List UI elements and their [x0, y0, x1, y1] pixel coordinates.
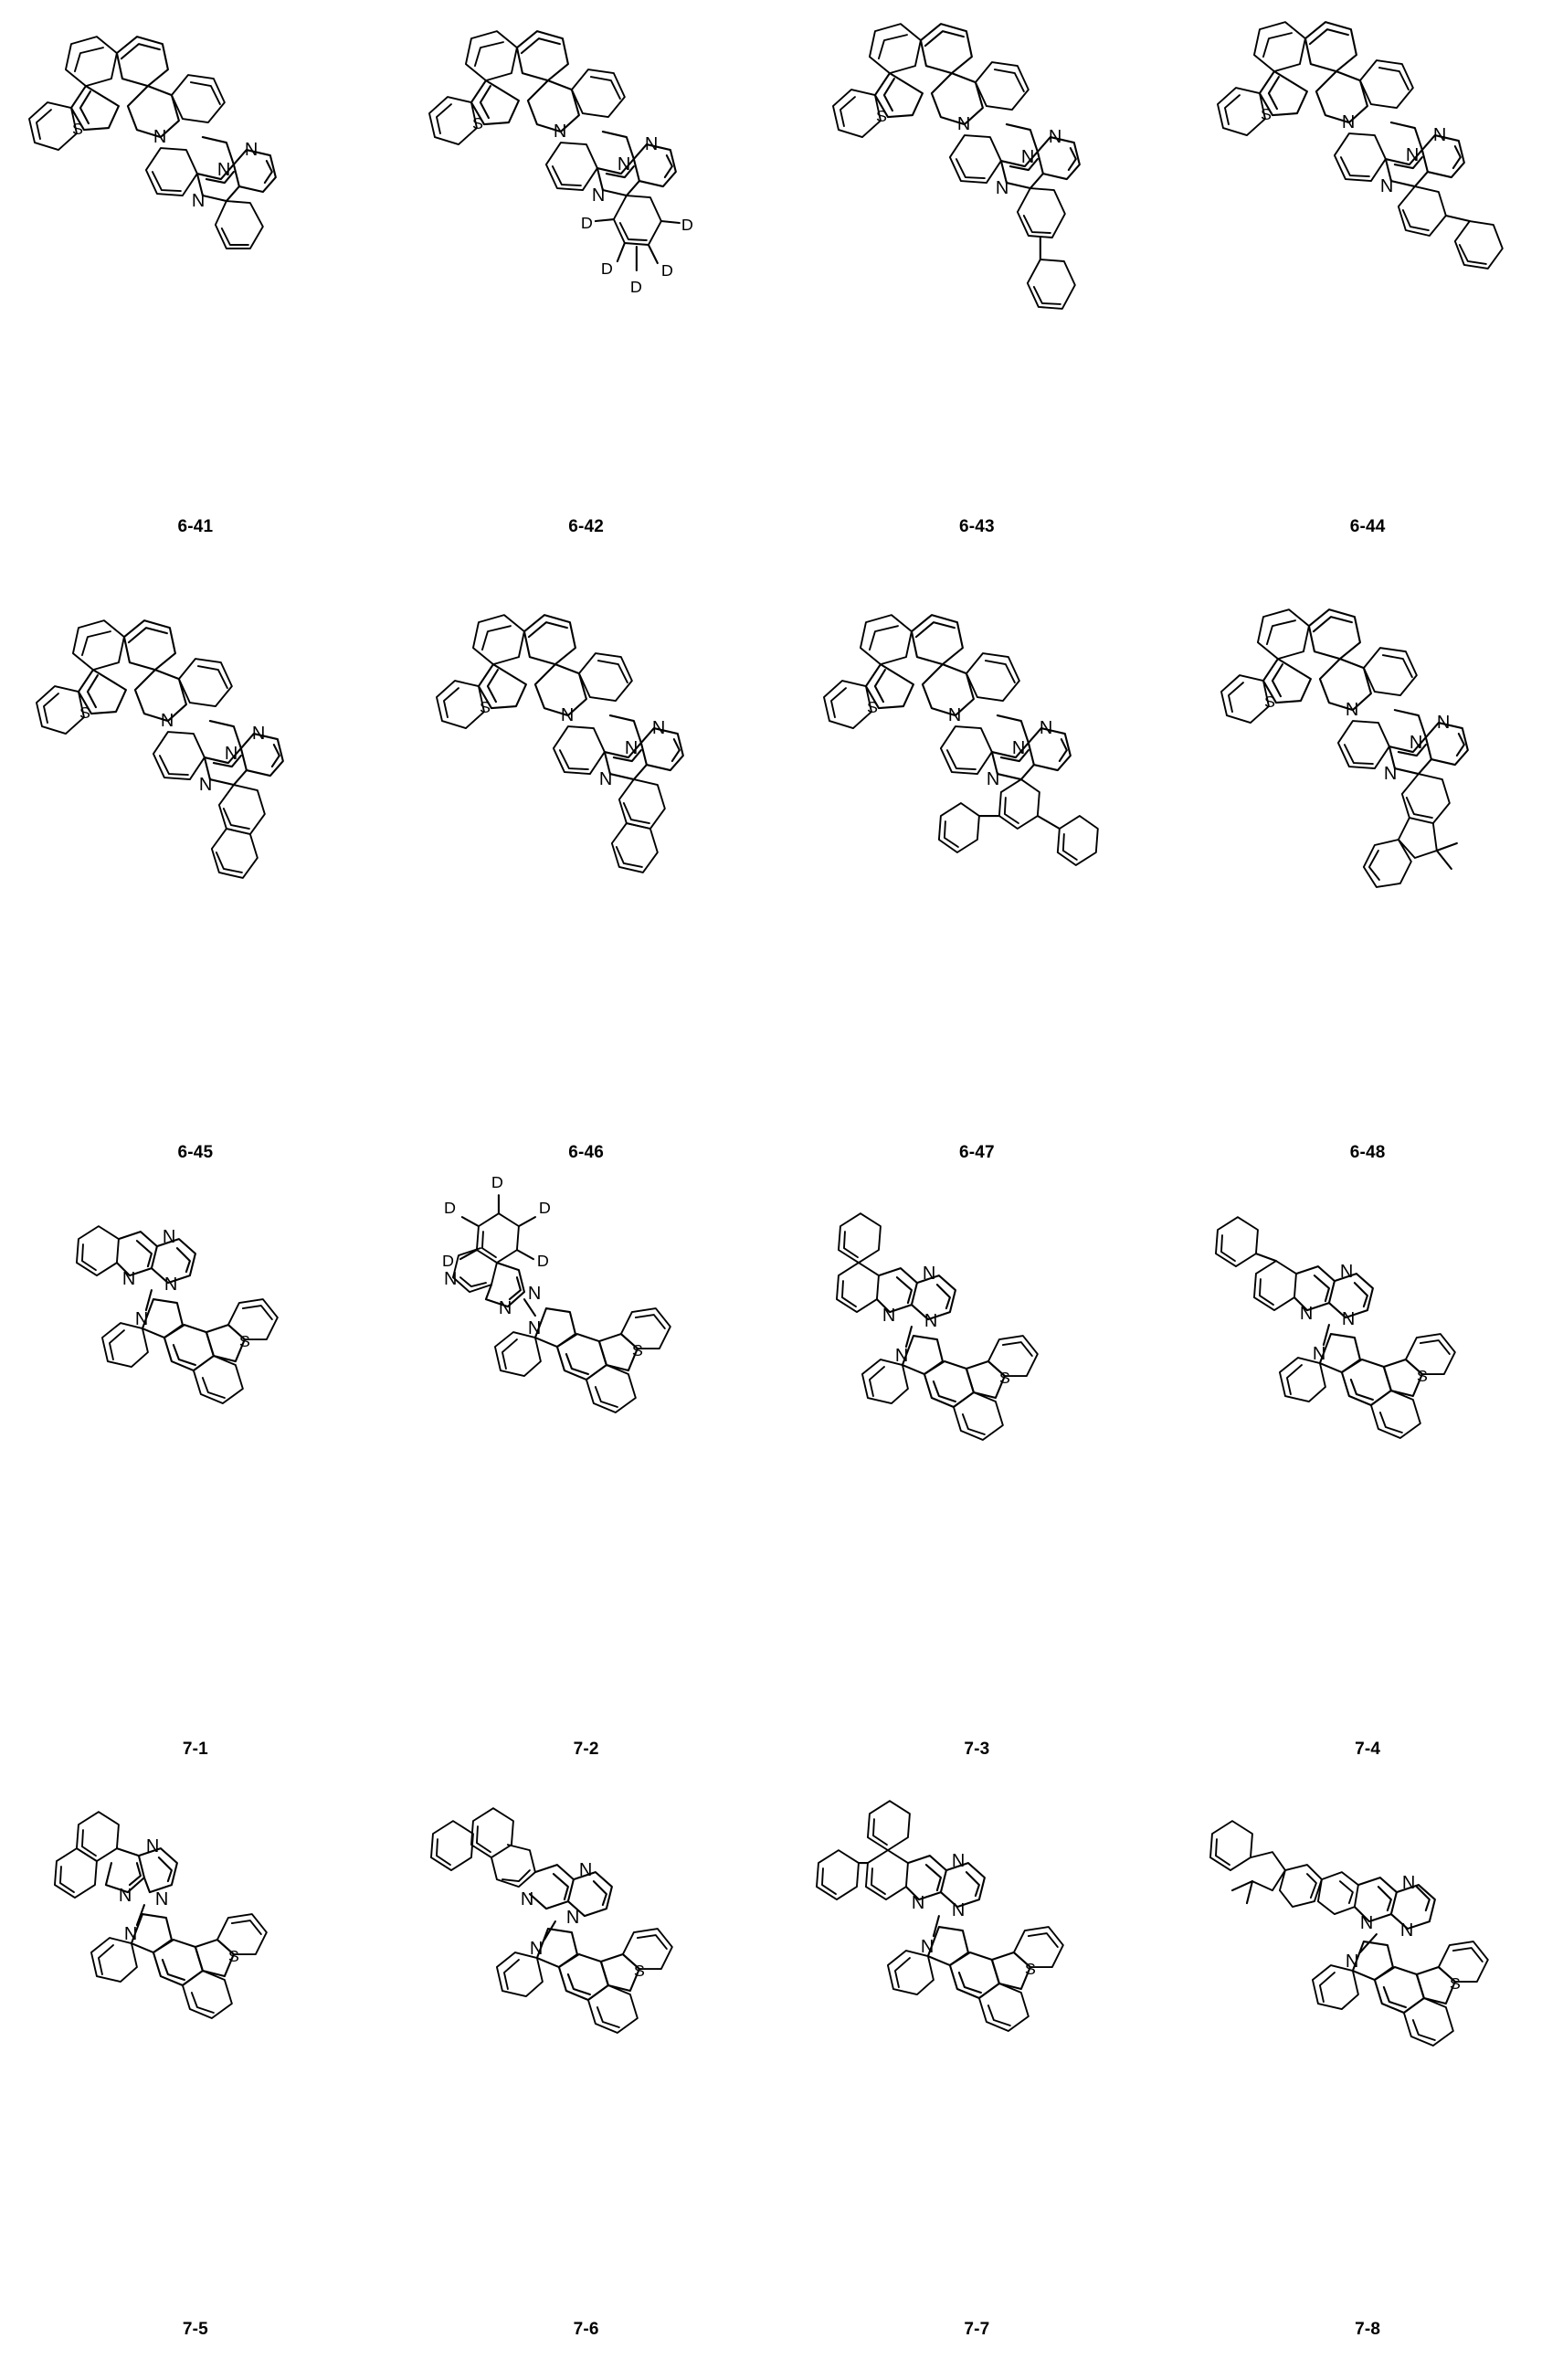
atom-label-S: S — [1024, 1960, 1036, 1979]
atom-label-N: N — [924, 1311, 937, 1332]
atom-label-N: N — [529, 1939, 544, 1960]
atom-label-N: N — [1048, 127, 1061, 148]
atom-label-S: S — [633, 1962, 645, 1981]
structure-drawing-7-6 — [391, 1784, 782, 2282]
atom-label-N: N — [134, 1309, 149, 1330]
structure-cell-7-5 — [0, 1784, 391, 2379]
atom-label-N: N — [1406, 145, 1420, 166]
atom-label-N: N — [1346, 1952, 1359, 1973]
atom-label-N: N — [651, 718, 666, 739]
atom-label-N: N — [191, 191, 206, 212]
structure-cell-7-1 — [0, 1190, 391, 1784]
atom-label-S: S — [866, 698, 878, 717]
structure-drawing-6-46 — [391, 595, 782, 1093]
atom-label-N: N — [644, 134, 659, 155]
atom-label-N: N — [956, 114, 970, 135]
atom-label-N: N — [882, 1306, 895, 1327]
atom-label-N: N — [1020, 147, 1034, 168]
structure-caption: 7-7 — [964, 2320, 990, 2339]
atom-label-N: N — [1360, 1913, 1374, 1934]
structure-caption: 7-3 — [964, 1740, 990, 1759]
atom-label-N: N — [216, 160, 231, 181]
structure-cell-6-44 — [1172, 0, 1563, 595]
atom-label-S: S — [238, 1332, 250, 1351]
structure-drawing-7-5 — [0, 1784, 391, 2282]
atom-label-N: N — [553, 122, 567, 143]
structure-cell-6-45 — [0, 595, 391, 1190]
atom-label-N: N — [578, 1860, 593, 1881]
structure-cell-7-2 — [391, 1173, 782, 1784]
structure-cell-6-42 — [391, 0, 782, 595]
atom-label-N: N — [1313, 1344, 1326, 1365]
atom-label-N: N — [162, 1227, 176, 1248]
structure-caption: 6-41 — [177, 517, 214, 536]
atom-label-N: N — [624, 738, 639, 759]
atom-label-N: N — [121, 1269, 136, 1290]
atom-label-S: S — [1450, 1974, 1462, 1994]
structure-caption: 6-48 — [1349, 1143, 1386, 1162]
atom-label-N: N — [922, 1264, 935, 1285]
atom-label-N: N — [598, 769, 613, 790]
atom-label-N: N — [1342, 112, 1356, 133]
atom-label-N: N — [947, 705, 961, 726]
structure-drawing-7-3 — [782, 1190, 1173, 1687]
atom-label-S: S — [1261, 105, 1273, 124]
structure-drawing-6-43 — [782, 0, 1173, 498]
atom-label-D: D — [536, 1252, 549, 1271]
atom-label-N: N — [986, 769, 999, 790]
structure-caption: 7-4 — [1355, 1740, 1381, 1759]
atom-label-N: N — [911, 1893, 924, 1914]
structure-cell-6-48 — [1172, 595, 1563, 1190]
atom-label-N: N — [498, 1298, 512, 1319]
atom-label-S: S — [479, 698, 491, 717]
atom-label-S: S — [471, 114, 483, 133]
atom-label-N: N — [1300, 1304, 1314, 1325]
atom-label-N: N — [224, 744, 238, 765]
atom-label-D: D — [681, 216, 693, 235]
atom-label-S: S — [998, 1369, 1010, 1388]
atom-label-N: N — [951, 1900, 965, 1921]
structure-cell-7-8 — [1172, 1784, 1563, 2379]
atom-label-N: N — [1384, 764, 1398, 785]
atom-label-N: N — [1342, 1309, 1356, 1330]
atom-label-N: N — [160, 711, 174, 732]
structure-cell-7-6 — [391, 1784, 782, 2379]
atom-label-S: S — [1264, 693, 1276, 712]
structure-drawing-6-47 — [782, 595, 1173, 1093]
atom-label-N: N — [1340, 1262, 1354, 1283]
structure-cell-6-46 — [391, 595, 782, 1190]
atom-label-N: N — [1380, 176, 1394, 197]
structure-drawing-7-4 — [1172, 1190, 1563, 1687]
structure-drawing-6-41 — [0, 0, 391, 498]
atom-label-D: D — [538, 1199, 551, 1218]
structure-caption: 7-8 — [1355, 2320, 1381, 2339]
atom-label-N: N — [1011, 738, 1025, 759]
structure-drawing-6-48 — [1172, 595, 1563, 1093]
atom-label-D: D — [629, 277, 642, 296]
structure-caption: 6-43 — [958, 517, 995, 536]
atom-label-N: N — [164, 1275, 178, 1296]
atom-label-N: N — [920, 1937, 934, 1958]
atom-label-S: S — [71, 120, 83, 139]
atom-label-N: N — [995, 178, 1009, 199]
atom-label-N: N — [1346, 700, 1359, 721]
structure-caption: 6-45 — [177, 1143, 214, 1162]
atom-label-N: N — [894, 1346, 908, 1367]
atom-label-N: N — [251, 724, 266, 745]
structure-cell-6-43 — [782, 0, 1173, 595]
atom-label-N: N — [1410, 733, 1423, 754]
structure-cell-6-41 — [0, 0, 391, 595]
atom-label-N: N — [527, 1318, 542, 1339]
atom-label-N: N — [123, 1924, 138, 1945]
structure-drawing-7-7 — [782, 1784, 1173, 2282]
structure-cell-6-47 — [782, 595, 1173, 1190]
structure-caption: 7-6 — [573, 2320, 599, 2339]
atom-label-N: N — [153, 127, 167, 148]
atom-label-N: N — [1039, 718, 1052, 739]
atom-label-N: N — [118, 1886, 132, 1907]
structure-drawing-7-1 — [0, 1190, 391, 1687]
structure-cell-7-4 — [1172, 1190, 1563, 1784]
atom-label-S: S — [875, 107, 887, 126]
atom-label-S: S — [1417, 1367, 1429, 1386]
structure-drawing-6-44 — [1172, 0, 1563, 498]
atom-label-D: D — [443, 1199, 456, 1218]
atom-label-N: N — [198, 775, 213, 796]
structure-caption: 6-46 — [568, 1143, 605, 1162]
atom-label-N: N — [951, 1851, 965, 1872]
atom-label-N: N — [145, 1836, 160, 1857]
atom-label-N: N — [520, 1889, 534, 1910]
atom-label-S: S — [631, 1341, 643, 1360]
structure-drawing-6-45 — [0, 595, 391, 1093]
structure-caption: 7-1 — [182, 1740, 208, 1759]
structure-caption: 6-47 — [958, 1143, 995, 1162]
structure-caption: 6-42 — [568, 517, 605, 536]
structure-cell-7-7 — [782, 1784, 1173, 2379]
atom-label-N: N — [443, 1269, 458, 1290]
structure-caption: 7-2 — [573, 1740, 599, 1759]
atom-label-S: S — [79, 703, 90, 723]
atom-label-D: D — [600, 259, 613, 278]
atom-label-N: N — [565, 1908, 580, 1929]
atom-label-N: N — [617, 154, 631, 175]
atom-label-N: N — [1437, 713, 1451, 734]
structure-drawing-7-2 — [391, 1173, 782, 1687]
structure-caption: 7-5 — [182, 2320, 208, 2339]
atom-label-N: N — [1402, 1873, 1416, 1894]
structure-caption: 6-44 — [1349, 517, 1386, 536]
atom-label-N: N — [1400, 1920, 1414, 1941]
structure-cell-7-3 — [782, 1190, 1173, 1784]
structure-drawing-7-8 — [1172, 1784, 1563, 2282]
atom-label-N: N — [591, 185, 606, 206]
atom-label-S: S — [227, 1947, 239, 1966]
atom-label-D: D — [441, 1252, 454, 1271]
atom-label-D: D — [491, 1173, 503, 1192]
atom-label-D: D — [660, 260, 673, 280]
atom-label-N: N — [154, 1889, 169, 1910]
atom-label-N: N — [560, 705, 575, 726]
atom-label-N: N — [1433, 125, 1447, 146]
atom-label-D: D — [580, 214, 593, 233]
structure-drawing-6-42 — [391, 0, 782, 498]
atom-label-N: N — [244, 140, 259, 161]
atom-label-N: N — [527, 1284, 542, 1305]
